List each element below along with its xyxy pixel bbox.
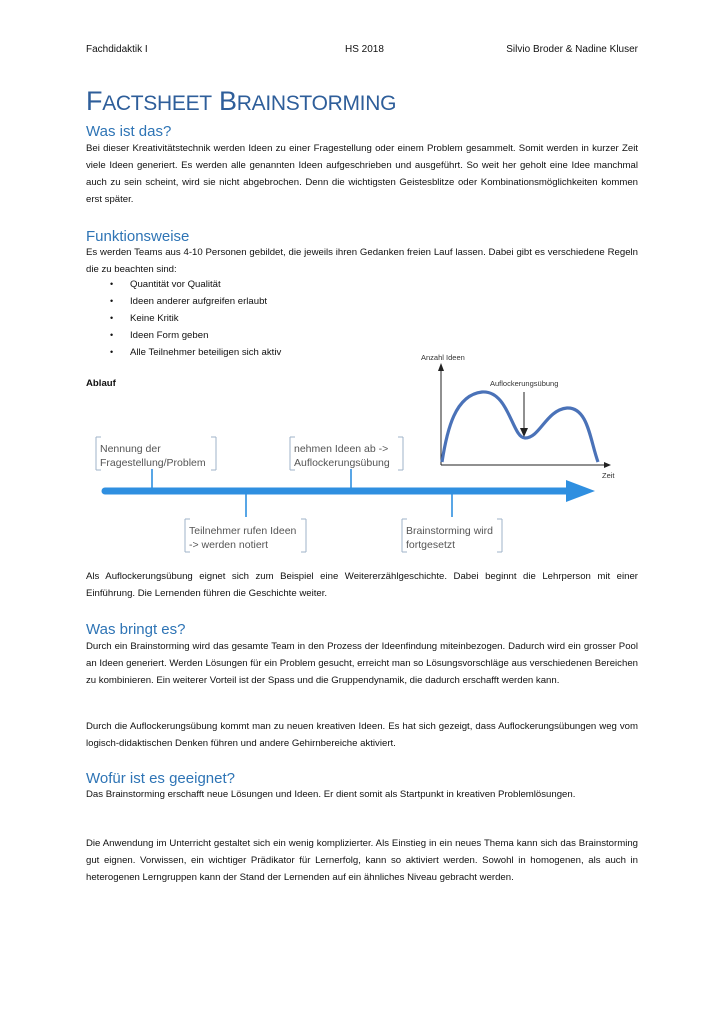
- header-course: Fachdidaktik I: [86, 44, 148, 55]
- bullet-icon: •: [110, 313, 114, 323]
- bullet-icon: •: [110, 279, 114, 289]
- curve-y-arrowhead: [438, 363, 444, 371]
- header-authors: Silvio Broder & Nadine Kluser: [506, 44, 638, 55]
- list-item: • Ideen Form geben: [86, 327, 281, 344]
- timeline-arrowhead-icon: [566, 480, 595, 502]
- timeline-step-4-line-2: fortgesetzt: [406, 539, 456, 551]
- curve-annotation: Auflockerungsübung: [490, 379, 559, 388]
- heading-was-ist-das: Was ist das?: [86, 123, 172, 140]
- step-bracket: [211, 437, 216, 470]
- timeline-step-3-line-1: nehmen Ideen ab ->: [294, 443, 389, 455]
- paragraph-funktionsweise: Es werden Teams aus 4-10 Personen gebildet, die jeweils ihren Gedanken freien Lauf lassen. Dabei gibt es verschiedene Regeln die zu beachten sind:: [86, 247, 638, 275]
- paragraph-was-ist-das: Bei dieser Kreativitätstechnik werden Ideen zu einer Fragestellung oder einem Problem gesammelt. Somit werden in kurzer Zeit viele Ideen generiert. Es werden alle genannten Ideen aufgeschrieben und ausgeführt. So weit her geholt eine Idee manchmal auch zu sein scheint, wird sie nicht abgebrochen. Denn die wichtigsten Geistesblitze oder Kombinationsmöglichkeiten kommen erst später.: [86, 143, 638, 205]
- paragraph-auflockerung: Als Auflockerungsübung eignet sich zum Beispiel eine Weitererzählgeschichte. Dabei beginnt die Lehrperson mit einer Einführung. Die Lernenden führen die Geschichte weiter.: [86, 571, 638, 599]
- title-initial-1: F: [86, 86, 103, 116]
- heading-was-bringt-es: Was bringt es?: [86, 621, 186, 638]
- list-item: • Ideen anderer aufgreifen erlaubt: [86, 293, 281, 310]
- timeline-step-3-line-2: Auflockerungsübung: [294, 457, 390, 469]
- curve-y-label: Anzahl Ideen: [421, 353, 465, 362]
- bullet-icon: •: [110, 330, 114, 340]
- step-bracket: [398, 437, 403, 470]
- step-bracket: [497, 519, 502, 552]
- title-initial-2: B: [219, 86, 237, 116]
- curve-x-arrowhead: [604, 462, 611, 468]
- paragraph-was-bringt-es-2: Durch die Auflockerungsübung kommt man zu neuen kreativen Ideen. Es hat sich gezeigt, dass Auflockerungsübungen weg vom logisch-didaktischen Denken führen und andere Gehirnbereiche aktiviert.: [86, 721, 638, 749]
- header-semester: HS 2018: [345, 44, 384, 55]
- timeline-step-1-line-2: Fragestellung/Problem: [100, 457, 206, 469]
- timeline-step-4-line-1: Brainstorming wird: [406, 525, 493, 537]
- paragraph-geeignet-1: Das Brainstorming erschafft neue Lösungen und Ideen. Er dient somit als Startpunkt in kreativen Problemlösungen.: [86, 789, 576, 800]
- paragraph-was-bringt-es-1: Durch ein Brainstorming wird das gesamte Team in den Prozess der Ideenfindung miteinbezogen. Dadurch wird ein grosser Pool an Ideen generiert. Werden Lösungen für ein Problem gesucht, erreicht man so Lösungsvorschläge aus verschiedenen Bereichen zu kombinieren. Ein weiterer Vorteil ist der Spass und die Gruppendynamik, die dadurch erschafft werden kann.: [86, 641, 638, 686]
- ideas-curve-line: [442, 392, 598, 462]
- bullet-icon: •: [110, 296, 114, 306]
- heading-funktionsweise: Funktionsweise: [86, 228, 190, 245]
- heading-wofuer-geeignet: Wofür ist es geeignet?: [86, 770, 235, 787]
- title-word-1: ACTSHEET: [102, 92, 212, 115]
- ideas-curve-figure: [421, 353, 615, 480]
- timeline-step-2-line-2: -> werden notiert: [189, 539, 269, 551]
- bullet-icon: •: [110, 347, 114, 357]
- process-timeline: [96, 437, 595, 552]
- list-item: • Quantität vor Qualität: [86, 276, 281, 293]
- timeline-step-1-line-1: Nennung der: [100, 443, 161, 455]
- step-bracket: [301, 519, 306, 552]
- list-item: • Alle Teilnehmer beteiligen sich aktiv: [86, 344, 281, 361]
- timeline-step-2-line-1: Teilnehmer rufen Ideen: [189, 525, 297, 537]
- list-item: • Keine Kritik: [86, 310, 281, 327]
- paragraph-geeignet-2: Die Anwendung im Unterricht gestaltet sich ein wenig komplizierter. Als Einstieg in ein neues Thema kann sich das Brainstorming gut eignen. Vorwissen, ein wichtiger Prädikator für Lernerfolg, kann so aktiviert werden. Sowohl in homogenen, als auch in heterogenen Lerngruppen kann der Stand der Lernenden auf ein ähnliches Niveau gebracht werden.: [86, 838, 638, 883]
- subheading-ablauf: Ablauf: [86, 378, 116, 389]
- curve-x-label: Zeit: [602, 471, 615, 480]
- title-word-2: RAINSTORMING: [236, 92, 397, 115]
